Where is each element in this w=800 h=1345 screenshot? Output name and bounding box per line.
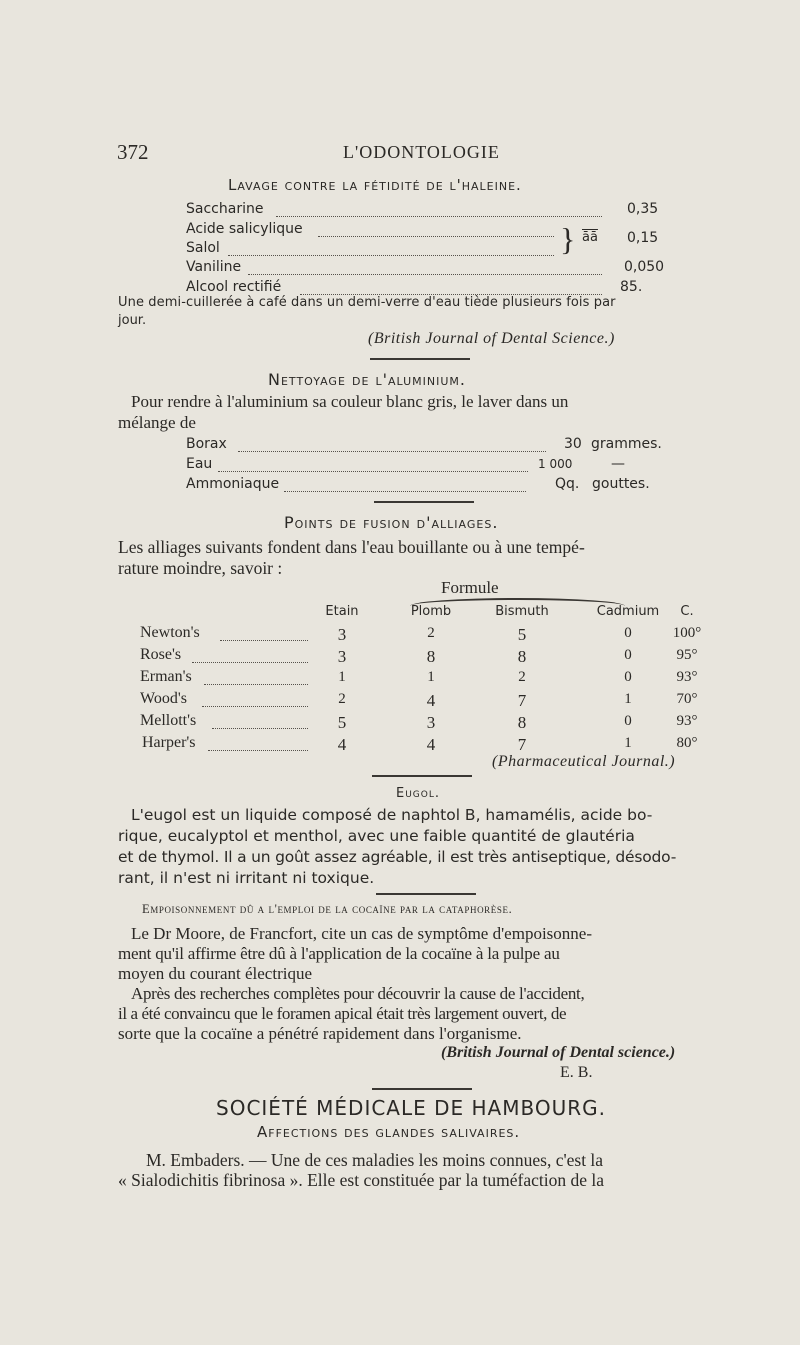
section-title-eugol: Eugol. xyxy=(396,786,441,801)
column-header: Cadmium xyxy=(596,604,660,619)
alloy-value: 1 xyxy=(624,691,632,707)
ingredient-name: Salol xyxy=(186,240,220,256)
alloy-value: 2 xyxy=(427,625,435,641)
column-header: Plomb xyxy=(410,604,452,619)
alloy-value: 1 xyxy=(338,669,346,685)
ingredient-unit: grammes. xyxy=(591,436,662,452)
body-text: rique, eucalyptol et menthol, avec une faible quantité de glautéria xyxy=(118,827,635,845)
alloy-name: Newton's xyxy=(140,624,200,641)
intro-text: rature moindre, savoir : xyxy=(118,558,283,578)
ingredient-name: Ammoniaque xyxy=(186,476,280,492)
body-text: M. Embaders. — Une de ces maladies les moins connues, c'est la xyxy=(146,1150,604,1170)
leader-dots xyxy=(248,274,602,275)
column-header: C. xyxy=(680,604,694,619)
leader-dots xyxy=(208,750,308,751)
section-subtitle: Affections des glandes salivaires. xyxy=(257,1123,521,1141)
ingredient-value: 0,050 xyxy=(624,259,665,275)
signature: E. B. xyxy=(560,1064,593,1081)
intro-text: Les alliages suivants fondent dans l'eau bouillante ou à une tempé- xyxy=(118,537,585,557)
alloy-value: 2 xyxy=(518,669,526,685)
section-title-lavage: Lavage contre la fétidité de l'haleine. xyxy=(228,176,522,194)
intro-text: mélange de xyxy=(118,413,196,432)
leader-dots xyxy=(212,728,308,729)
alloy-value: 4 xyxy=(426,691,436,710)
divider xyxy=(376,893,476,895)
formule-label: Formule xyxy=(441,578,499,597)
alloy-value: 93° xyxy=(676,713,698,729)
ingredient-name: Vaniline xyxy=(186,259,242,275)
divider xyxy=(372,775,472,777)
ingredient-unit: — xyxy=(611,456,625,472)
instruction-text: jour. xyxy=(118,313,147,328)
alloy-value: 7 xyxy=(517,735,527,754)
column-header: Bismuth xyxy=(495,604,549,619)
body-text: « Sialodichitis fibrinosa ». Elle est constituée par la tuméfaction de la xyxy=(118,1170,604,1190)
leader-dots xyxy=(218,471,528,472)
leader-dots xyxy=(238,451,546,452)
alloy-value: 0 xyxy=(624,713,632,729)
leader-dots xyxy=(192,662,308,663)
leader-dots xyxy=(220,640,308,641)
alloy-value: 3 xyxy=(426,713,436,732)
body-text: rant, il n'est ni irritant ni toxique. xyxy=(118,869,375,887)
alloy-value: 8 xyxy=(517,647,527,666)
alloy-value: 100° xyxy=(672,625,702,641)
ingredient-unit: gouttes. xyxy=(592,476,650,492)
section-title-alliages: Points de fusion d'alliages. xyxy=(284,513,499,532)
ingredient-qty: 30 xyxy=(564,436,582,452)
alloy-value: 2 xyxy=(338,691,346,707)
alloy-value: 4 xyxy=(337,735,347,754)
ingredient-name: Alcool rectifié xyxy=(186,279,282,295)
alloy-value: 0 xyxy=(624,625,632,641)
alloy-value: 93° xyxy=(676,669,698,685)
page-number: 372 xyxy=(117,140,149,164)
source-citation: (British Journal of Dental science.) xyxy=(441,1044,676,1061)
intro-text: Pour rendre à l'aluminium sa couleur blanc gris, le laver dans un xyxy=(131,392,569,411)
section-title-nettoyage: Nettoyage de l'aluminium. xyxy=(268,370,467,389)
divider xyxy=(372,1088,472,1090)
column-header: Etain xyxy=(325,604,359,619)
section-title-empoisonnement: Empoisonnement dû a l'emploi de la cocaïne par la cataphorèse. xyxy=(142,902,513,916)
alloy-value: 7 xyxy=(517,691,527,710)
leader-dots xyxy=(284,491,526,492)
alloy-value: 0 xyxy=(624,647,632,663)
section-title-societe: SOCIÉTÉ MÉDICALE DE HAMBOURG. xyxy=(216,1096,606,1120)
leader-dots xyxy=(276,216,602,217)
leader-dots xyxy=(228,255,554,256)
ingredient-name: Acide salicylique xyxy=(186,221,303,237)
alloy-value: 8 xyxy=(426,647,436,666)
alloy-value: 80° xyxy=(676,735,698,751)
alloy-value: 4 xyxy=(426,735,436,754)
ingredient-value: 85. xyxy=(620,279,643,295)
alloy-name: Harper's xyxy=(142,734,196,751)
alloy-name: Mellott's xyxy=(140,712,197,729)
alloy-value: 5 xyxy=(337,713,347,732)
alloy-name: Erman's xyxy=(140,668,192,685)
body-text: sorte que la cocaïne a pénétré rapidement dans l'organisme. xyxy=(118,1024,522,1043)
ingredient-name: Borax xyxy=(186,436,227,452)
source-citation: (Pharmaceutical Journal.) xyxy=(492,753,676,770)
alloy-value: 70° xyxy=(676,691,698,707)
ingredient-qty: Qq. xyxy=(555,476,580,492)
body-text: moyen du courant électrique xyxy=(118,964,313,983)
alloy-value: 1 xyxy=(427,669,435,685)
brace-value: 0,15 xyxy=(627,230,659,246)
ingredient-qty: 1 000 xyxy=(538,457,573,471)
body-text: il a été convaincu que le foramen apical était très largement ouvert, de xyxy=(118,1004,567,1023)
ingredient-value: 0,35 xyxy=(627,201,659,217)
alloy-value: 5 xyxy=(517,625,527,644)
alloy-value: 3 xyxy=(337,647,347,666)
body-text: ment qu'il affirme être dû à l'application de la cocaïne à la pulpe au xyxy=(118,944,560,963)
alloy-name: Wood's xyxy=(140,690,187,707)
divider xyxy=(370,358,470,360)
leader-dots xyxy=(318,236,554,237)
ingredient-name: Saccharine xyxy=(186,201,264,217)
brace-icon: } xyxy=(560,221,576,257)
divider xyxy=(374,501,474,503)
running-title: L'ODONTOLOGIE xyxy=(343,142,500,162)
alloy-value: 0 xyxy=(624,669,632,685)
alloy-value: 1 xyxy=(624,735,632,751)
body-text: Le Dr Moore, de Francfort, cite un cas de symptôme d'empoisonne- xyxy=(131,924,592,943)
ingredient-name: Eau xyxy=(186,456,213,472)
body-text: et de thymol. Il a un goût assez agréable, il est très antiseptique, désodo- xyxy=(118,848,677,866)
body-text: Après des recherches complètes pour découvrir la cause de l'accident, xyxy=(131,984,585,1003)
body-text: L'eugol est un liquide composé de naphtol B, hamamélis, acide bo- xyxy=(131,806,653,824)
alloy-name: Rose's xyxy=(140,646,182,663)
brace-note: $\overline{āā}$ xyxy=(582,230,598,245)
alloy-value: 95° xyxy=(676,647,698,663)
leader-dots xyxy=(202,706,308,707)
leader-dots xyxy=(204,684,308,685)
alloy-value: 8 xyxy=(517,713,527,732)
alloy-value: 3 xyxy=(337,625,347,644)
source-citation: (British Journal of Dental Science.) xyxy=(368,330,615,347)
instruction-text: Une demi-cuillerée à café dans un demi-verre d'eau tiède plusieurs fois par xyxy=(118,295,616,310)
